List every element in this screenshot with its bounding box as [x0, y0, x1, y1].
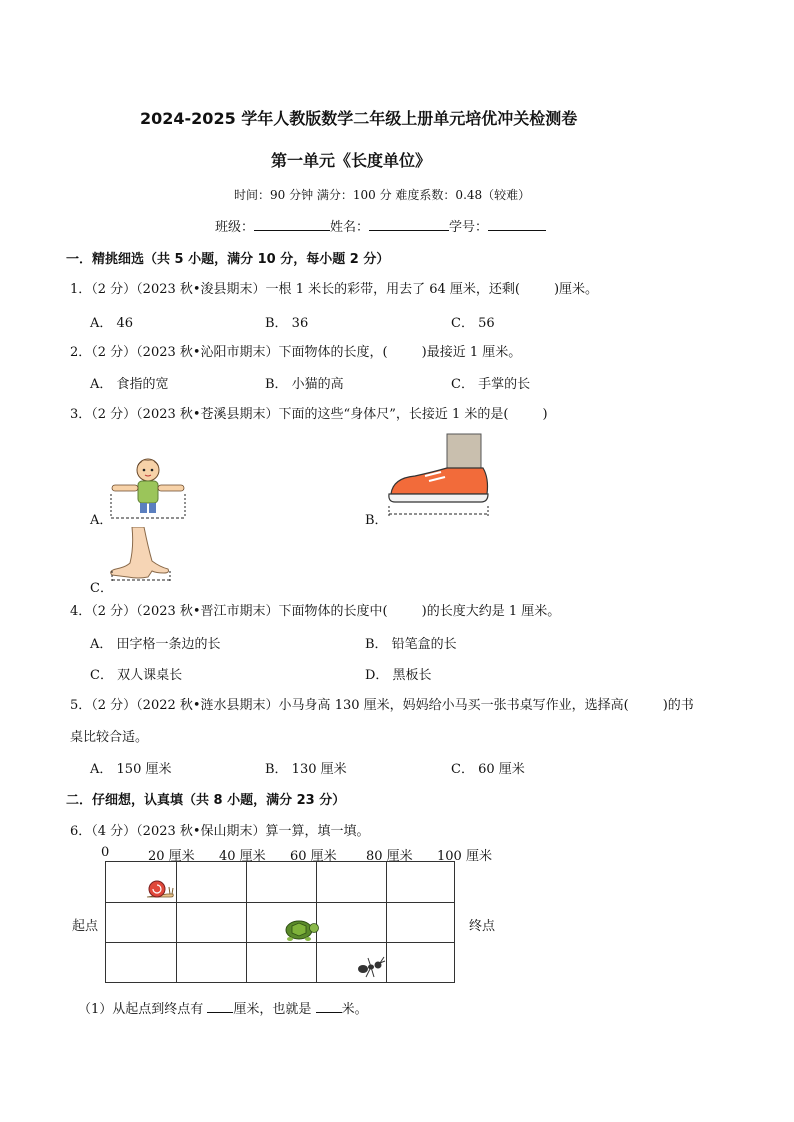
- scale-label-0: 0: [101, 845, 110, 860]
- ant-icon: [356, 955, 386, 979]
- q5-option-b[interactable]: B． 130 厘米: [265, 762, 347, 777]
- question-5-text: 5．（2 分）（2022 秋•涟水县期末）小马身高 130 厘米，妈妈给小马买一张书桌写作业，选择高(: [70, 698, 629, 713]
- id-blank[interactable]: [488, 218, 546, 231]
- unit-title: 第一单元《长度单位》: [271, 151, 432, 170]
- q6-blank-m[interactable]: [316, 1000, 342, 1013]
- q5-option-a[interactable]: A． 150 厘米: [90, 762, 172, 777]
- q5-option-c[interactable]: C． 60 厘米: [451, 762, 525, 777]
- question-3-suffix: ): [542, 407, 548, 422]
- id-label: 学号：: [449, 220, 489, 235]
- page-title: 2024-2025 学年人教版数学二年级上册单元培优冲关检测卷: [140, 109, 578, 128]
- snail-icon: [145, 878, 175, 900]
- grid-line: [176, 862, 177, 982]
- q4-option-c[interactable]: C． 双人课桌长: [90, 668, 183, 683]
- section-heading-1: 一．精挑细选（共 5 小题，满分 10 分，每小题 2 分）: [66, 252, 390, 267]
- question-6: 6．（4 分）（2023 秋•保山期末）算一算，填一填。: [70, 824, 370, 839]
- shoe-icon: [385, 432, 493, 520]
- q2-option-a[interactable]: A． 食指的宽: [90, 377, 169, 392]
- name-label: 姓名：: [330, 220, 370, 235]
- question-1: [70, 278, 598, 297]
- boy-arms-outstretched-icon: [108, 456, 188, 522]
- q6-blank-cm[interactable]: [207, 1000, 233, 1013]
- question-4-suffix: )的长度大约是 1 厘米。: [421, 604, 561, 619]
- q1-option-c[interactable]: C． 56: [451, 316, 495, 331]
- q3-option-c-label[interactable]: C．: [90, 581, 113, 596]
- question-3-text: 3．（2 分）（2023 秋•苍溪县期末）下面的这些“身体尺”，长接近 1 米的是(: [70, 407, 509, 422]
- grid-line: [246, 862, 247, 982]
- question-5-suffix: )的书: [662, 698, 694, 713]
- scale-label-100: 100 厘米: [437, 849, 492, 864]
- q3-option-a-label[interactable]: A．: [90, 513, 113, 528]
- hand-span-icon: [108, 527, 178, 583]
- section-heading-2: 二．仔细想，认真填（共 8 小题，满分 23 分）: [66, 793, 346, 808]
- question-1-text: 1．（2 分）（2023 秋•浚县期末）一根 1 米长的彩带，用去了 64 厘米，还剩(: [70, 282, 520, 297]
- grid-line: [386, 862, 387, 982]
- question-4: [70, 600, 560, 619]
- q4-option-b[interactable]: B． 铅笔盒的长: [365, 637, 457, 652]
- scale-label-60: 60 厘米: [290, 849, 337, 864]
- question-4-text: 4．（2 分）（2023 秋•晋江市期末）下面物体的长度中(: [70, 604, 388, 619]
- question-5-line2: 桌比较合适。: [70, 730, 149, 745]
- scale-label-40: 40 厘米: [219, 849, 266, 864]
- scale-label-80: 80 厘米: [366, 849, 413, 864]
- q1-option-b[interactable]: B． 36: [265, 316, 309, 331]
- grid-line: [106, 902, 454, 903]
- scale-label-20: 20 厘米: [148, 849, 195, 864]
- start-label: 起点: [72, 919, 99, 934]
- q2-option-c[interactable]: C． 手掌的长: [451, 377, 531, 392]
- q3-option-b-label[interactable]: B．: [365, 513, 388, 528]
- question-2: [70, 341, 521, 360]
- end-label: 终点: [469, 919, 496, 934]
- q6-sub1-text-a: （1）从起点到终点有: [78, 1002, 204, 1017]
- exam-meta: 时间：90 分钟 满分：100 分 难度系数：0.48（较难）: [234, 188, 531, 202]
- name-blank[interactable]: [369, 218, 449, 231]
- question-5: [70, 694, 694, 713]
- q1-option-a[interactable]: A． 46: [90, 316, 134, 331]
- turtle-icon: [282, 917, 320, 943]
- class-blank[interactable]: [254, 218, 330, 231]
- question-2-text: 2．（2 分）（2023 秋•沁阳市期末）下面物体的长度，(: [70, 345, 388, 360]
- q6-sub1-text-c: 米。: [341, 1002, 368, 1017]
- question-3: [70, 403, 548, 422]
- q2-option-b[interactable]: B． 小猫的高: [265, 377, 344, 392]
- q4-option-a[interactable]: A． 田字格一条边的长: [90, 637, 221, 652]
- student-info-line: [215, 216, 546, 235]
- q6-sub1: [78, 998, 368, 1017]
- q4-option-d[interactable]: D． 黑板长: [365, 668, 432, 683]
- class-label: 班级：: [215, 220, 255, 235]
- question-1-suffix: )厘米。: [553, 282, 599, 297]
- question-2-suffix: )最接近 1 厘米。: [421, 345, 522, 360]
- grid-line: [106, 942, 454, 943]
- q6-sub1-text-b: 厘米，也就是: [233, 1002, 312, 1017]
